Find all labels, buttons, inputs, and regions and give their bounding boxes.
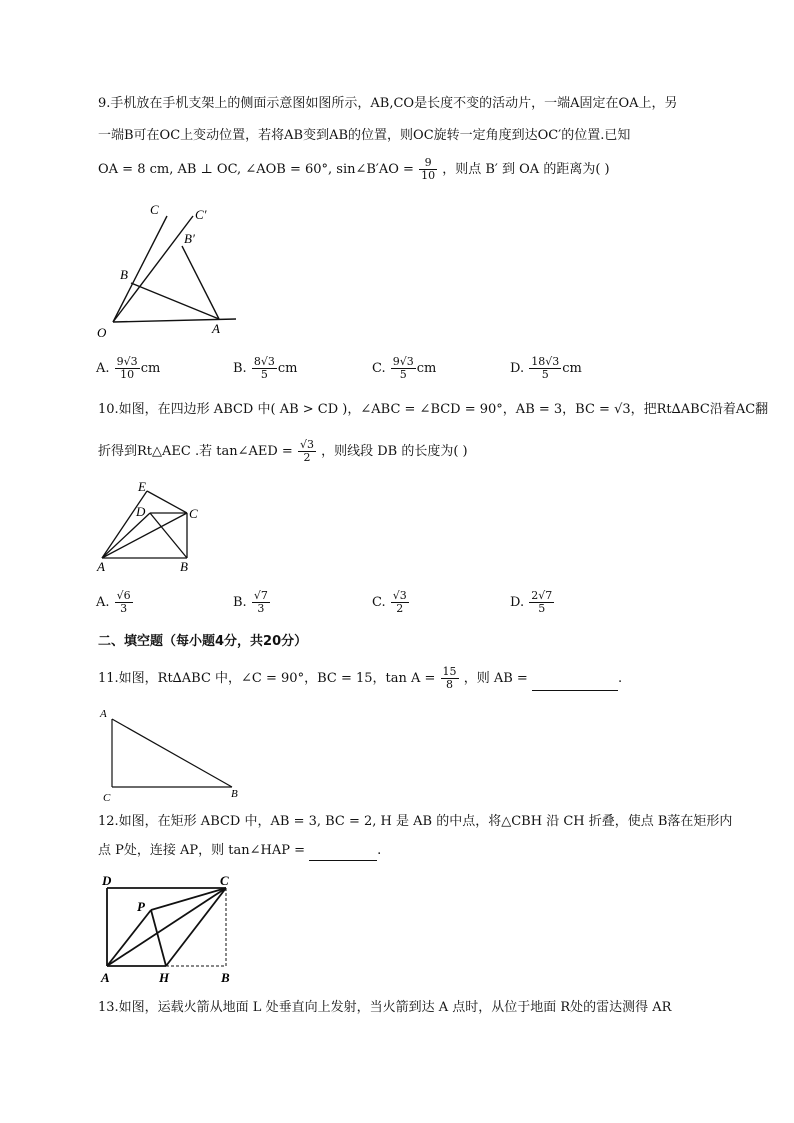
q11-label-a: A	[100, 708, 107, 720]
option-letter: D.	[510, 361, 525, 376]
option-unit: cm	[416, 361, 437, 376]
option-fraction: $\frac{9√3}{10}$	[116, 355, 138, 381]
q12-line2-prefix: 点 P处，连接 AP，则 tan∠HAP =	[98, 843, 306, 858]
q12-line1: 12.如图，在矩形 ABCD 中，AB = 3, BC = 2, H 是 AB 的中点，将△CBH 沿 CH 折叠，使点 B落在矩形内	[98, 814, 733, 829]
option-fraction: $\frac{18√3}{5}$	[531, 355, 560, 381]
q10-line2-suffix: ，则线段 DB 的长度为( )	[321, 444, 468, 459]
q10-label-d: D	[136, 504, 146, 519]
section-title: 二、填空题（每小题4分，共20分）	[98, 634, 308, 649]
q9-fraction: $\frac{9}{10}$	[421, 156, 436, 182]
q13-line1: 13.如图，运载火箭从地面 L 处垂直向上发射，当火箭到达 A 点时，从位于地面 R处的雷达测得 AR	[98, 1000, 672, 1015]
q9-label-o: O	[97, 325, 107, 340]
option-unit: cm	[140, 361, 161, 376]
q12-label-p: P	[137, 899, 145, 914]
q9-line3-suffix: ，则点 B′ 到 OA 的距离为( )	[442, 162, 610, 177]
option-unit: cm	[562, 361, 582, 376]
q12-period: .	[377, 843, 382, 858]
q10-label-a: A	[97, 559, 105, 574]
option-letter: C.	[372, 595, 386, 610]
q12-label-c: C	[220, 873, 229, 888]
q10-label-e: E	[138, 479, 146, 494]
q10-label-c: C	[189, 506, 198, 521]
option-letter: C.	[372, 361, 386, 376]
option-fraction: $\frac{√7}{3}$	[253, 589, 268, 615]
option-letter: D.	[510, 595, 525, 610]
option-unit: cm	[277, 361, 298, 376]
q12-label-h: H	[159, 970, 170, 985]
q9-label-a: A	[212, 321, 220, 336]
q9-label-b-prime: B′	[184, 231, 195, 246]
option-letter: A.	[96, 595, 110, 610]
q9-line1: 9.手机放在手机支架上的侧面示意图如图所示，AB,CO是长度不变的活动片，一端A固定在OA上，另	[98, 96, 678, 111]
q11-line1-suffix: ，则 AB =	[463, 671, 528, 686]
q9-line3-prefix: OA = 8 cm, AB ⊥ OC, ∠AOB = 60°, sin∠B′AO =	[98, 162, 414, 177]
option-fraction: $\frac{√3}{2}$	[392, 589, 407, 615]
option-fraction: $\frac{9√3}{5}$	[392, 355, 414, 381]
q9-line2: 一端B可在OC上变动位置，若将AB变到AB的位置，则OC旋转一定角度到达OC′的位置.已知	[98, 128, 631, 143]
q12-label-a: A	[101, 970, 110, 985]
option-fraction: $\frac{√6}{3}$	[116, 589, 131, 615]
q9-label-c: C	[150, 202, 159, 217]
q11-period: .	[617, 671, 623, 686]
q10-fraction: $\frac{√3}{2}$	[299, 438, 314, 464]
q12-label-b: B	[221, 970, 230, 985]
q10-line2-prefix: 折得到Rt△AEC .若 tan∠AED =	[98, 444, 293, 459]
q10-label-b: B	[180, 559, 188, 574]
option-fraction: $\frac{2√7}{5}$	[531, 589, 553, 615]
q9-label-b: B	[120, 267, 128, 282]
q9-label-c-prime: C′	[195, 207, 207, 222]
option-letter: B.	[233, 361, 247, 376]
q11-label-b: B	[231, 788, 238, 800]
q10-line1: 10.如图，在四边形 ABCD 中( AB > CD )，∠ABC = ∠BCD = 90°，AB = 3，BC = √3，把Rt∆ABC沿着AC翻	[98, 402, 769, 417]
q11-line1-prefix: 11.如图，Rt∆ABC 中，∠C = 90°，BC = 15，tan A =	[98, 671, 436, 686]
option-fraction: $\frac{8√3}{5}$	[253, 355, 275, 381]
q12-label-d: D	[102, 873, 112, 888]
option-letter: A.	[96, 361, 110, 376]
option-letter: B.	[233, 595, 247, 610]
q11-fraction: $\frac{15}{8}$	[442, 665, 457, 691]
q11-label-c: C	[103, 792, 111, 804]
